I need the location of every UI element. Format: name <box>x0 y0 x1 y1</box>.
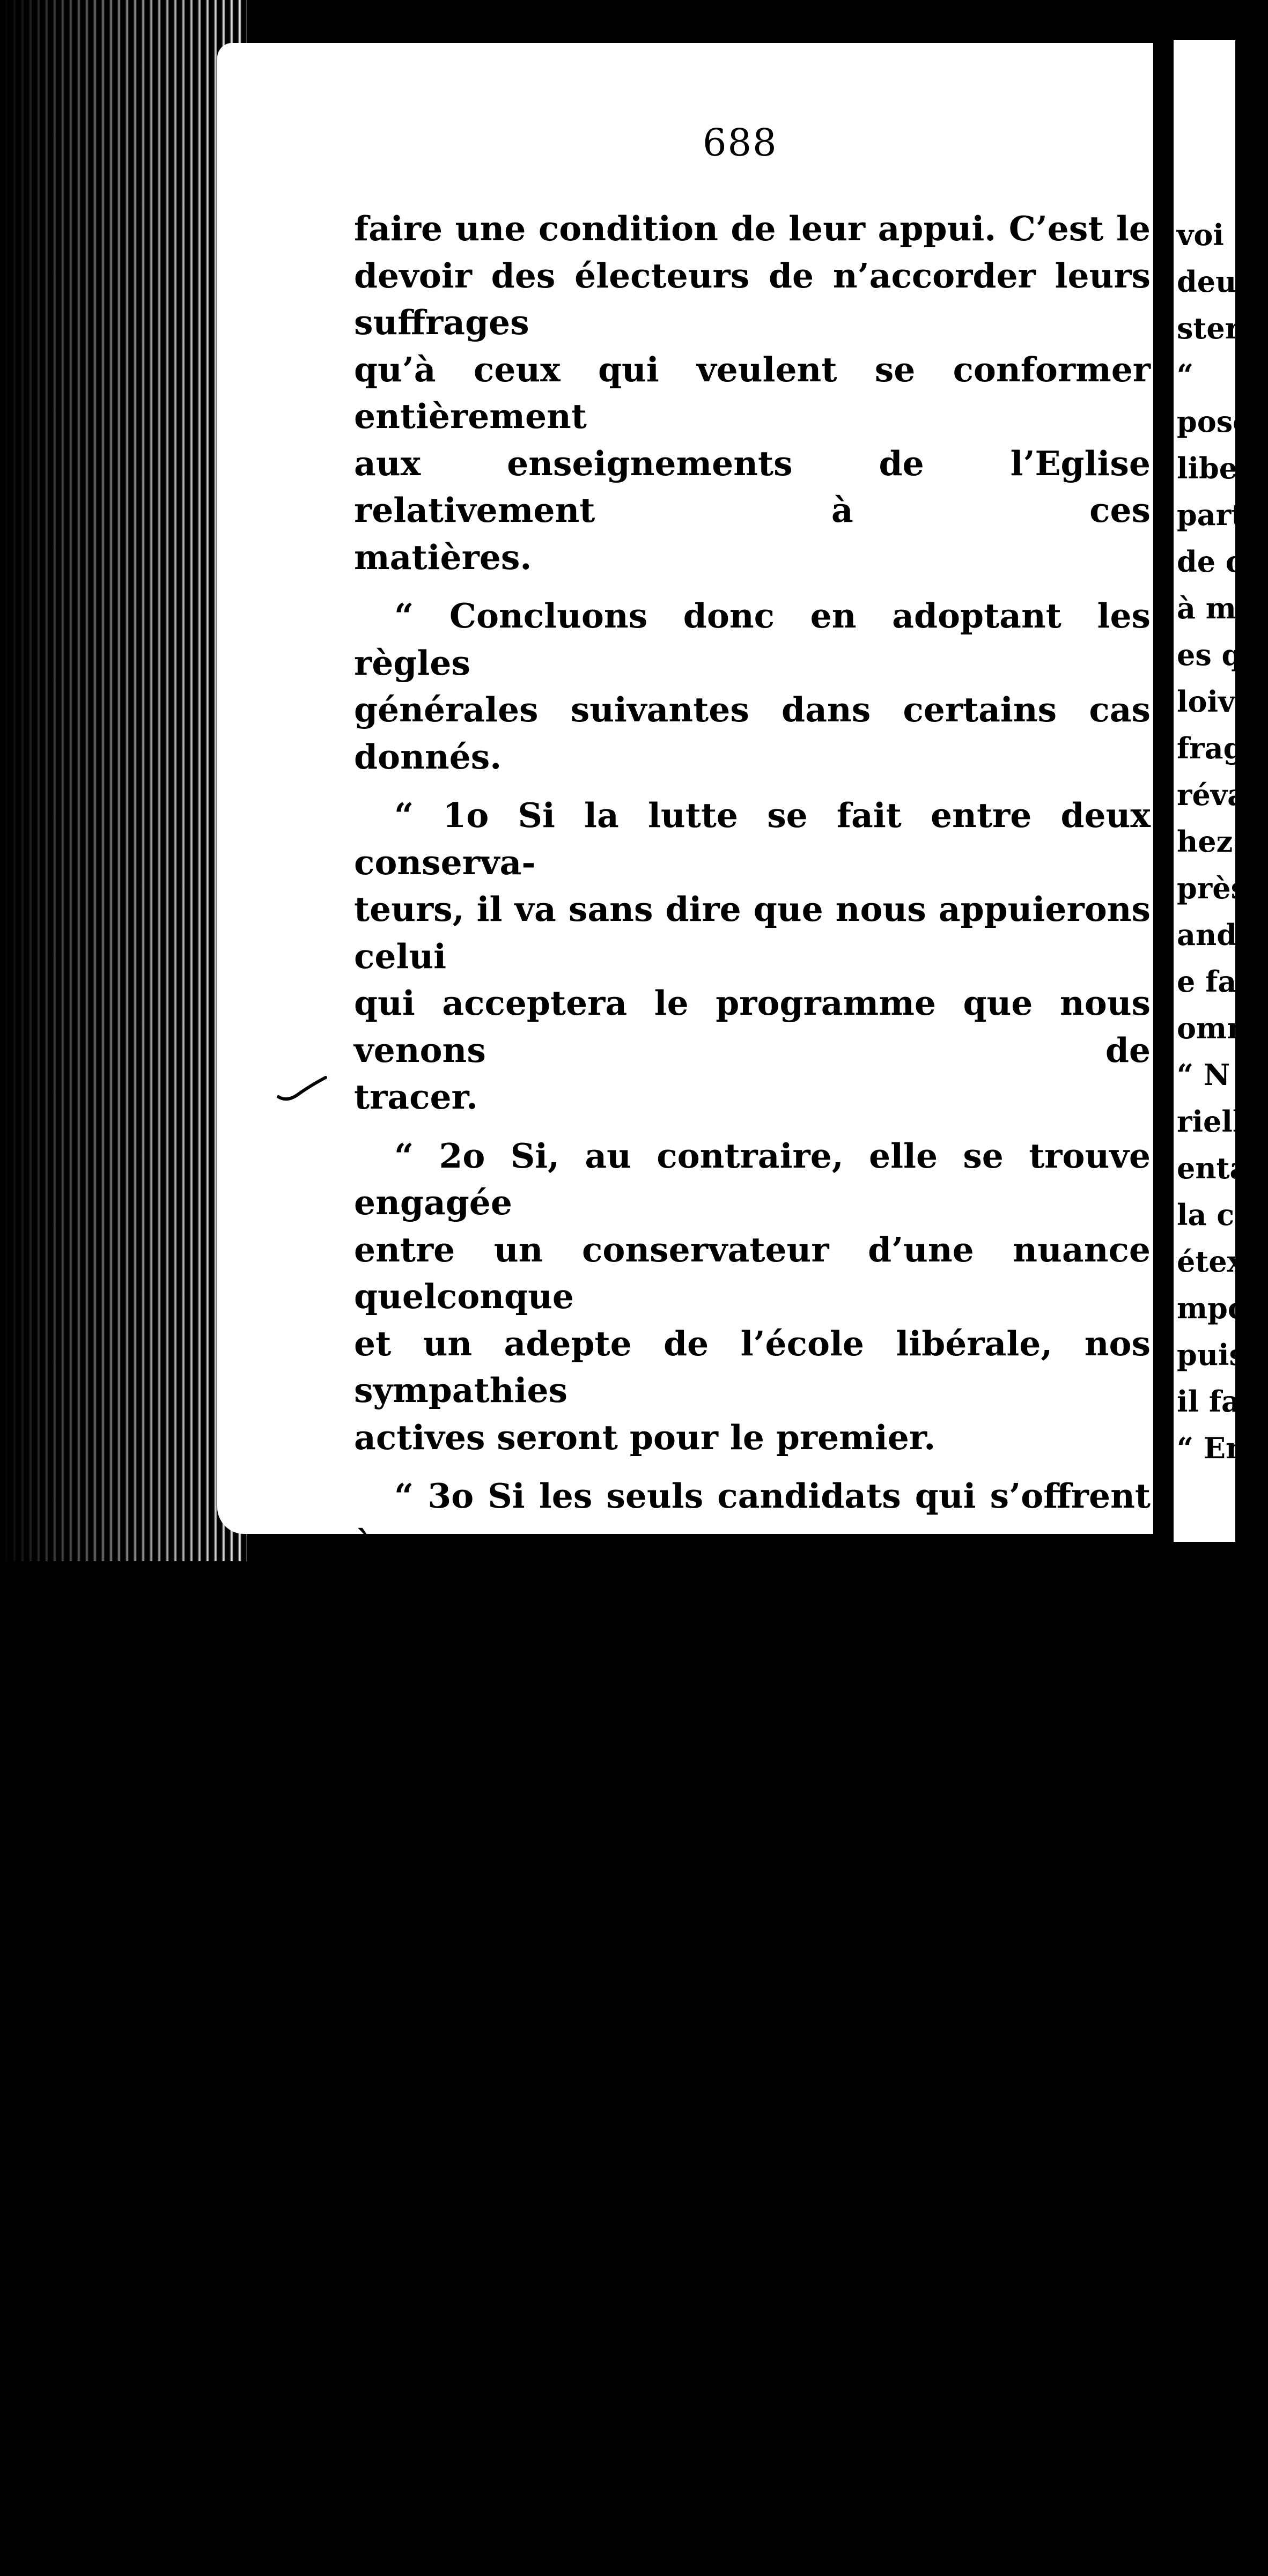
facing-line-fragment: mpo <box>1177 1291 1247 1325</box>
text-line: entre un conservateur d’une nuance quelconque <box>354 1229 1151 1316</box>
facing-line-fragment: es q <box>1177 638 1242 672</box>
text-line: “ Concluons donc en adoptant les règles <box>354 596 1151 683</box>
text-line: en péril ce parti conservateur que nous voudrions <box>354 2485 1151 2572</box>
page-gutter <box>1153 21 1174 1561</box>
facing-line-fragment: deu <box>1177 264 1237 299</box>
paragraph-spacer <box>354 581 1151 593</box>
text-line: oppositionnistes, nous devons choisir celui qui <box>354 1664 1151 1751</box>
text-line: matières. <box>354 537 532 577</box>
facing-line-fragment: “ En <box>1177 1431 1247 1465</box>
facing-line-fragment: enta <box>1177 1151 1249 1185</box>
text-line: “ 1o Si la lutte se fait entre deux conserva- <box>354 795 1151 882</box>
text-line: suffrages dans une comté sont tous libéraux ou <box>354 1570 1151 1657</box>
paragraph <box>354 1473 1151 1802</box>
facing-line-fragment: la c <box>1177 1198 1235 1232</box>
paragraph <box>354 205 1151 581</box>
paragraph <box>354 593 1151 780</box>
facing-line-fragment: andid <box>1177 918 1268 952</box>
paragraph-spacer <box>354 780 1151 792</box>
paragraph <box>354 1133 1151 1462</box>
paragraph-spacer <box>354 2189 1151 2201</box>
text-line: “ 4o Enfin, dans le cas où la contestation serait <box>354 1816 1151 1903</box>
facing-line-fragment: voi <box>1177 218 1224 252</box>
text-line: aux enseignements de l’Eglise relativement à ces <box>354 443 1151 530</box>
text-line: qui acceptera le programme que nous venons de <box>354 983 1151 1070</box>
facing-line-fragment: e fai <box>1177 964 1248 999</box>
text-line: contradiction avec la doctrine que nous venons <box>354 2297 1151 2384</box>
facing-line-fragment: ster <box>1177 311 1241 345</box>
facing-line-fragment: “ N <box>1177 1058 1230 1092</box>
text-line: teurs, il va sans dire que nous appuierons celui <box>354 889 1151 976</box>
facing-line-fragment: “ <box>1177 358 1194 392</box>
facing-line-fragment: près <box>1177 871 1247 905</box>
text-line: actives seront pour le premier. <box>354 1417 936 1457</box>
facing-line-fragment: part <box>1177 498 1245 532</box>
paragraph-spacer <box>354 1121 1151 1133</box>
text-line: “ 3o Si les seuls candidats qui s’offrent à nos <box>354 1476 1151 1563</box>
body-text <box>354 205 1151 2576</box>
text-line: engagée entre un conservateur rejetant notre <box>354 1910 1151 1997</box>
text-line: faire une condition de leur appui. C’est le <box>354 209 1151 248</box>
page-number: 688 <box>703 121 778 165</box>
text-line: souscrira a nos conditions. <box>354 1758 864 1797</box>
text-line: tracer. <box>354 1077 478 1117</box>
text-line: et un adepte de l’école libérale, nos sympathies <box>354 1323 1151 1410</box>
facing-line-fragment: rielle <box>1177 1104 1262 1139</box>
facing-line-fragment: liber <box>1177 451 1253 485</box>
facing-line-fragment: posé <box>1177 404 1251 439</box>
facing-line-fragment: loive <box>1177 684 1254 719</box>
text-line: programme, et un oppositionniste quand même <box>354 2004 1151 2091</box>
facing-line-fragment: omm <box>1177 1011 1258 1045</box>
facing-line-fragment: hez <box>1177 824 1233 859</box>
facing-line-fragment: frage <box>1177 731 1262 765</box>
facing-line-fragment: puis, <box>1177 1338 1256 1372</box>
text-line: “ Voter pour le premier, serait nous mettre en <box>354 2203 1151 2290</box>
facing-line-fragment: de cl <box>1177 544 1255 579</box>
book-edge <box>0 0 247 1561</box>
facing-page-text <box>1177 212 1268 1472</box>
text-line: générales suivantes dans certains cas donnés. <box>354 690 1151 777</box>
paragraph-spacer <box>354 1802 1151 1813</box>
facing-line-fragment: à me <box>1177 591 1255 625</box>
text-line: l’acceptant, la position serait plus délicate. <box>354 2098 1151 2184</box>
facing-line-fragment: il fa <box>1177 1384 1241 1419</box>
text-line: qu’à ceux qui veulent se conformer entièrement <box>354 349 1151 436</box>
text-line: d’exposer. Voter pour le second, serait mettre <box>354 2391 1151 2478</box>
facing-line-fragment: étext <box>1177 1244 1258 1279</box>
pencil-tick-mark <box>276 1075 327 1105</box>
text-line: “ 2o Si, au contraire, elle se trouve engagée <box>354 1135 1151 1222</box>
text-line: devoir des électeurs de n’accorder leurs suffrages <box>354 255 1151 342</box>
paragraph-spacer <box>354 1461 1151 1473</box>
facing-line-fragment: réva <box>1177 778 1247 812</box>
paragraph <box>354 2201 1151 2576</box>
facing-page <box>1174 40 1268 1542</box>
paragraph <box>354 1813 1151 2189</box>
paragraph <box>354 792 1151 1121</box>
